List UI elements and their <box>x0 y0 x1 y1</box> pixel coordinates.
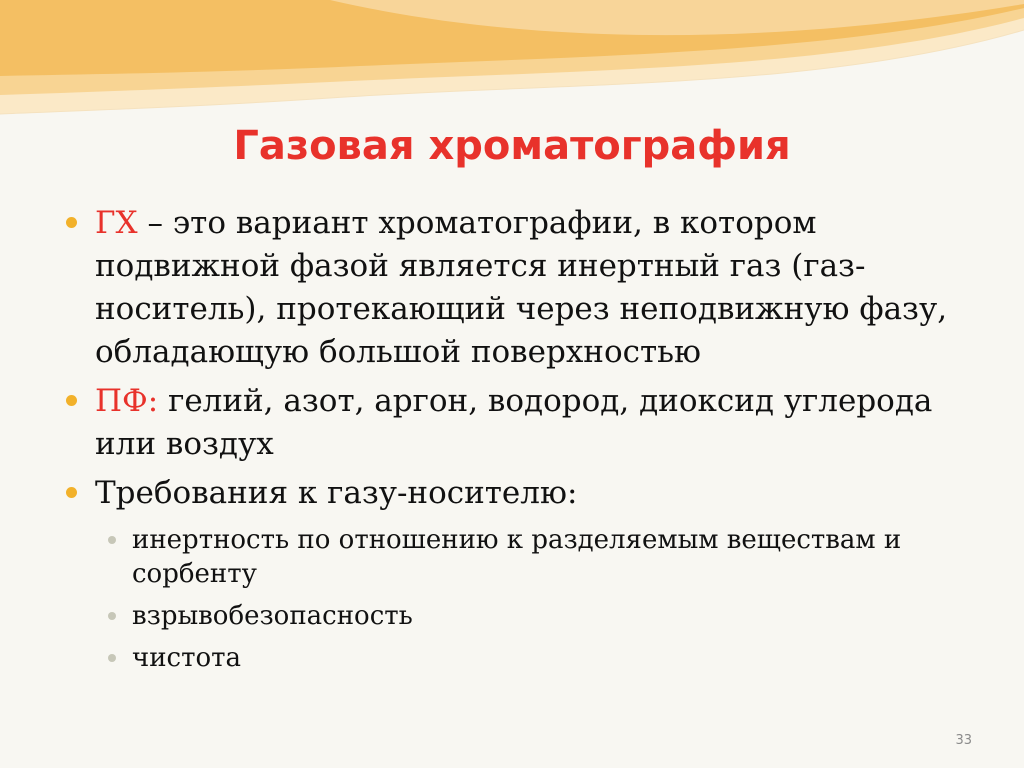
bullet-icon <box>66 217 77 228</box>
bullet-item-requirements <box>62 472 962 515</box>
definition-text: – это вариант хроматографии, в котором подвижной фазой является инертный газ (газ-носитель), протекающий через неподвижную фазу, обладающую большой поверхностью <box>95 205 948 370</box>
top-wave-decoration <box>0 0 1024 130</box>
sub-bullet-item-explosion-safety <box>104 599 962 633</box>
slide-title: Газовая хроматография <box>233 123 791 169</box>
page-number: 33 <box>955 733 972 748</box>
sub-bullet-icon <box>108 536 116 544</box>
sub-bullet-text: взрывобезопасность <box>132 601 413 631</box>
sub-bullet-text: чистота <box>132 643 242 673</box>
sub-bullet-text: инертность по отношению к разделяемым веществам и сорбенту <box>132 525 902 589</box>
sub-bullet-item-purity <box>104 641 962 675</box>
bullet-item-mobile-phase <box>62 380 962 466</box>
bullet-icon <box>66 487 77 498</box>
requirements-text: Требования к газу-носителю: <box>95 475 578 511</box>
bullet-icon <box>66 395 77 406</box>
bullet-list <box>62 202 962 679</box>
bullet-item-gc-definition <box>62 202 962 374</box>
sub-bullet-icon <box>108 654 116 662</box>
sub-bullet-icon <box>108 612 116 620</box>
term-mobile-phase: ПФ: <box>95 383 159 419</box>
sub-bullet-item-inertness <box>104 523 962 591</box>
term-gc: ГХ <box>95 205 138 241</box>
mobile-phase-text: гелий, азот, аргон, водород, диоксид углерода или воздух <box>95 383 933 462</box>
